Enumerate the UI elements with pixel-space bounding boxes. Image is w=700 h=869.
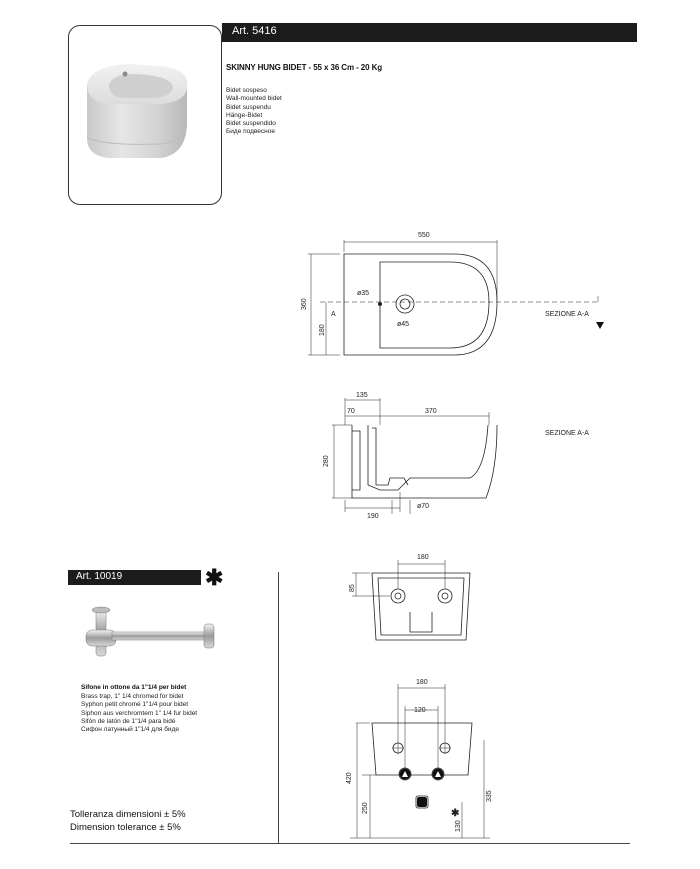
dim-depth: 360: [301, 298, 308, 310]
desc-line: Биде подвесное: [226, 128, 275, 136]
accessory-desc-line: Сифон латунный 1"1/4 для биде: [81, 726, 179, 734]
dim-130: 130: [455, 820, 462, 832]
dim-120: 120: [414, 707, 426, 714]
dim-width: 550: [418, 232, 430, 239]
bottom-rule: [70, 843, 630, 844]
desc-line: Hänge-Bidet: [226, 111, 263, 119]
dim-135: 135: [356, 392, 368, 399]
accessory-title: Sifone in ottone da 1"1/4 per bidet: [81, 684, 187, 691]
accessory-desc-line: Siphon aus verchromtem 1" 1/4 fur bidet: [81, 709, 198, 717]
dim-250: 250: [362, 802, 369, 814]
drain-icon: [417, 797, 427, 807]
siphon-photo: [78, 604, 218, 664]
dim-half-depth: 180: [319, 324, 326, 336]
dim-hole-large: ø45: [397, 321, 410, 328]
section-label: SEZIONE A-A: [545, 430, 589, 437]
section-marker: A: [331, 311, 336, 318]
accessory-desc-line: Brass trap, 1" 1/4 chromed for bidet: [81, 693, 184, 700]
dim-370: 370: [425, 408, 437, 415]
article-number: Art. 5416: [232, 25, 277, 37]
dim-190: 190: [367, 513, 379, 520]
product-title: SKINNY HUNG BIDET - 55 x 36 Cm - 20 Kg: [226, 63, 383, 72]
divider-line: [278, 572, 279, 844]
asterisk-icon: ✱: [205, 565, 224, 590]
dim-hole-small: ø35: [357, 290, 370, 297]
desc-line: Wall-mounted bidet: [226, 95, 282, 103]
accessory-desc-line: Sifón de latón de 1"1/4 para bidé: [81, 717, 176, 725]
accessory-article: Art. 10019: [76, 571, 123, 582]
desc-line: Bidet sospeso: [226, 87, 267, 94]
tolerance-note: [70, 808, 186, 834]
desc-line: Bidet suspendido: [226, 120, 276, 128]
dim-335: 335: [486, 790, 493, 802]
dim-85: 85: [349, 584, 356, 592]
accessory-desc-line: Syphon petit chromé 1"1/4 pour bidet: [81, 701, 189, 709]
asterisk-mark: ✱: [451, 808, 460, 819]
tolerance-line-it: Tolleranza dimensioni ± 5%: [70, 809, 186, 820]
dim-420: 420: [346, 772, 353, 784]
section-label-top: SEZIONE A-A: [545, 311, 589, 318]
dim-280: 280: [323, 455, 330, 467]
desc-line: Bidet suspendu: [226, 103, 271, 111]
section-view-drawing: [332, 398, 497, 514]
dim-70: 70: [347, 408, 355, 415]
tolerance-line-en: Dimension tolerance ± 5%: [70, 822, 181, 833]
top-view-drawing: [308, 240, 600, 355]
dim-180-a: 180: [417, 554, 429, 561]
back-view-1-drawing: [352, 560, 470, 640]
accessory-descriptions: [81, 693, 197, 734]
dim-drain: ø70: [417, 503, 430, 510]
dim-180-b: 180: [416, 679, 428, 686]
section-arrow-icon: [596, 322, 604, 329]
